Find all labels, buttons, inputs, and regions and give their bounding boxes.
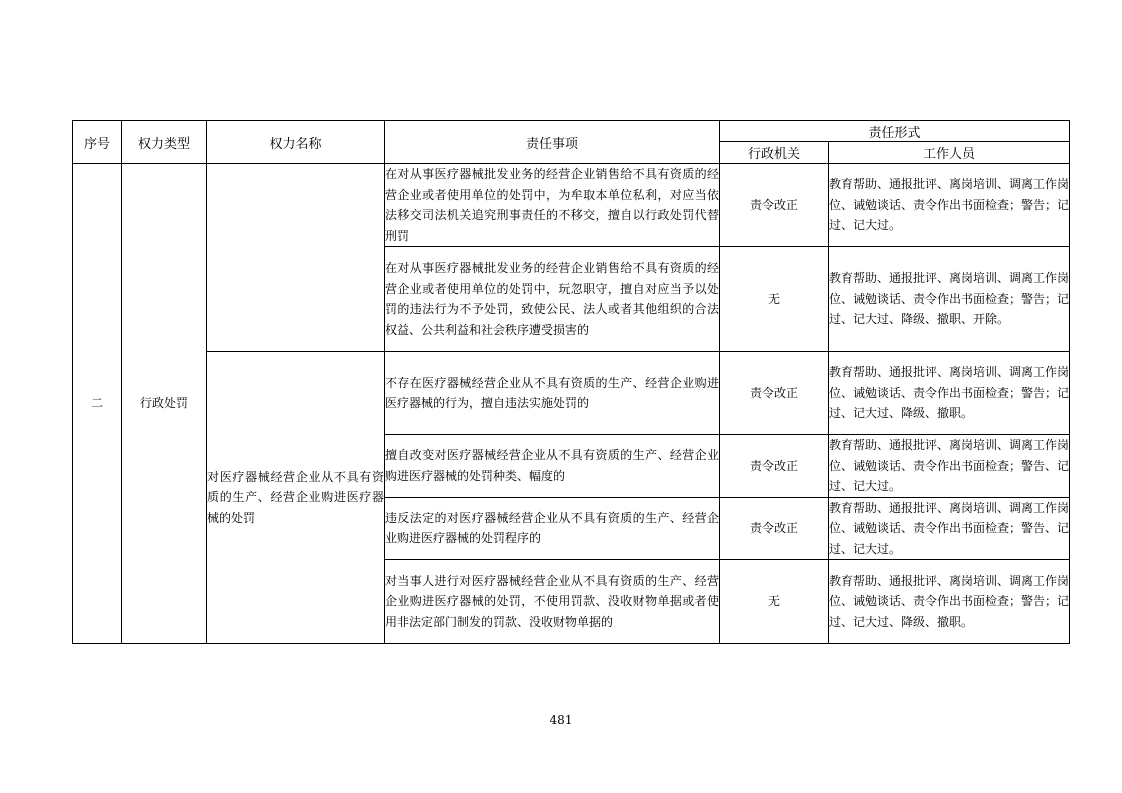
table-row (73, 164, 1070, 247)
staff-measure: 教育帮助、通报批评、离岗培训、调离工作岗位、诫勉谈话、责令作出书面检查；警告；记过、记大过、降级、撤职。 (829, 560, 1070, 644)
staff-measure: 教育帮助、通报批评、离岗培训、调离工作岗位、诫勉谈话、责令作出书面检查；警告；记过、记大过、降级、撤职、开除。 (829, 247, 1070, 352)
admin-org-measure: 责令改正 (720, 435, 829, 498)
header-responsibility-item: 责任事项 (385, 121, 720, 164)
responsibility-item: 对当事人进行对医疗器械经营企业从不具有资质的生产、经营企业购进医疗器械的处罚，不使用罚款、没收财物单据或者使用非法定部门制发的罚款、没收财物单据的 (385, 560, 720, 644)
group-power-type: 行政处罚 (122, 164, 207, 644)
staff-measure: 教育帮助、通报批评、离岗培训、调离工作岗位、诫勉谈话、责令作出书面检查；警告、记过、记大过。 (829, 435, 1070, 498)
staff-measure: 教育帮助、通报批评、离岗培训、调离工作岗位、诫勉谈话、责令作出书面检查；警告、记过、记大过。 (829, 497, 1070, 560)
header-staff: 工作人员 (829, 142, 1070, 164)
admin-org-measure: 责令改正 (720, 164, 829, 247)
table-row (73, 352, 1070, 435)
page-number: 481 (549, 713, 573, 727)
responsibility-item: 擅自改变对医疗器械经营企业从不具有资质的生产、经营企业购进医疗器械的处罚种类、幅度的 (385, 435, 720, 498)
responsibility-item: 在对从事医疗器械批发业务的经营企业销售给不具有资质的经营企业或者使用单位的处罚中，玩忽职守，擅自对应当予以处罚的违法行为不予处罚，致使公民、法人或者其他组织的合法权益、公共利益和社会秩序遭受损害的 (385, 247, 720, 352)
admin-org-measure: 责令改正 (720, 352, 829, 435)
responsibility-table (72, 120, 1070, 644)
header-seq: 序号 (73, 121, 122, 164)
header-power-name: 权力名称 (207, 121, 385, 164)
admin-org-measure: 无 (720, 560, 829, 644)
group-power-name: 对医疗器械经营企业从不具有资质的生产、经营企业购进医疗器械的处罚 (207, 352, 385, 644)
header-responsibility-form: 责任形式 (720, 121, 1070, 142)
power-name-empty (207, 164, 385, 352)
responsibility-item: 违反法定的对医疗器械经营企业从不具有资质的生产、经营企业购进医疗器械的处罚程序的 (385, 497, 720, 560)
staff-measure: 教育帮助、通报批评、离岗培训、调离工作岗位、诫勉谈话、责令作出书面检查；警告；记过、记大过、降级、撤职。 (829, 352, 1070, 435)
header-admin-org: 行政机关 (720, 142, 829, 164)
responsibility-item: 在对从事医疗器械批发业务的经营企业销售给不具有资质的经营企业或者使用单位的处罚中，为牟取本单位私利，对应当依法移交司法机关追究刑事责任的不移交，擅自以行政处罚代替刑罚 (385, 164, 720, 247)
responsibility-item: 不存在医疗器械经营企业从不具有资质的生产、经营企业购进医疗器械的行为，擅自违法实施处罚的 (385, 352, 720, 435)
group-seq: 二 (73, 164, 122, 644)
staff-measure: 教育帮助、通报批评、离岗培训、调离工作岗位、诫勉谈话、责令作出书面检查；警告；记过、记大过。 (829, 164, 1070, 247)
admin-org-measure: 责令改正 (720, 497, 829, 560)
header-power-type: 权力类型 (122, 121, 207, 164)
admin-org-measure: 无 (720, 247, 829, 352)
